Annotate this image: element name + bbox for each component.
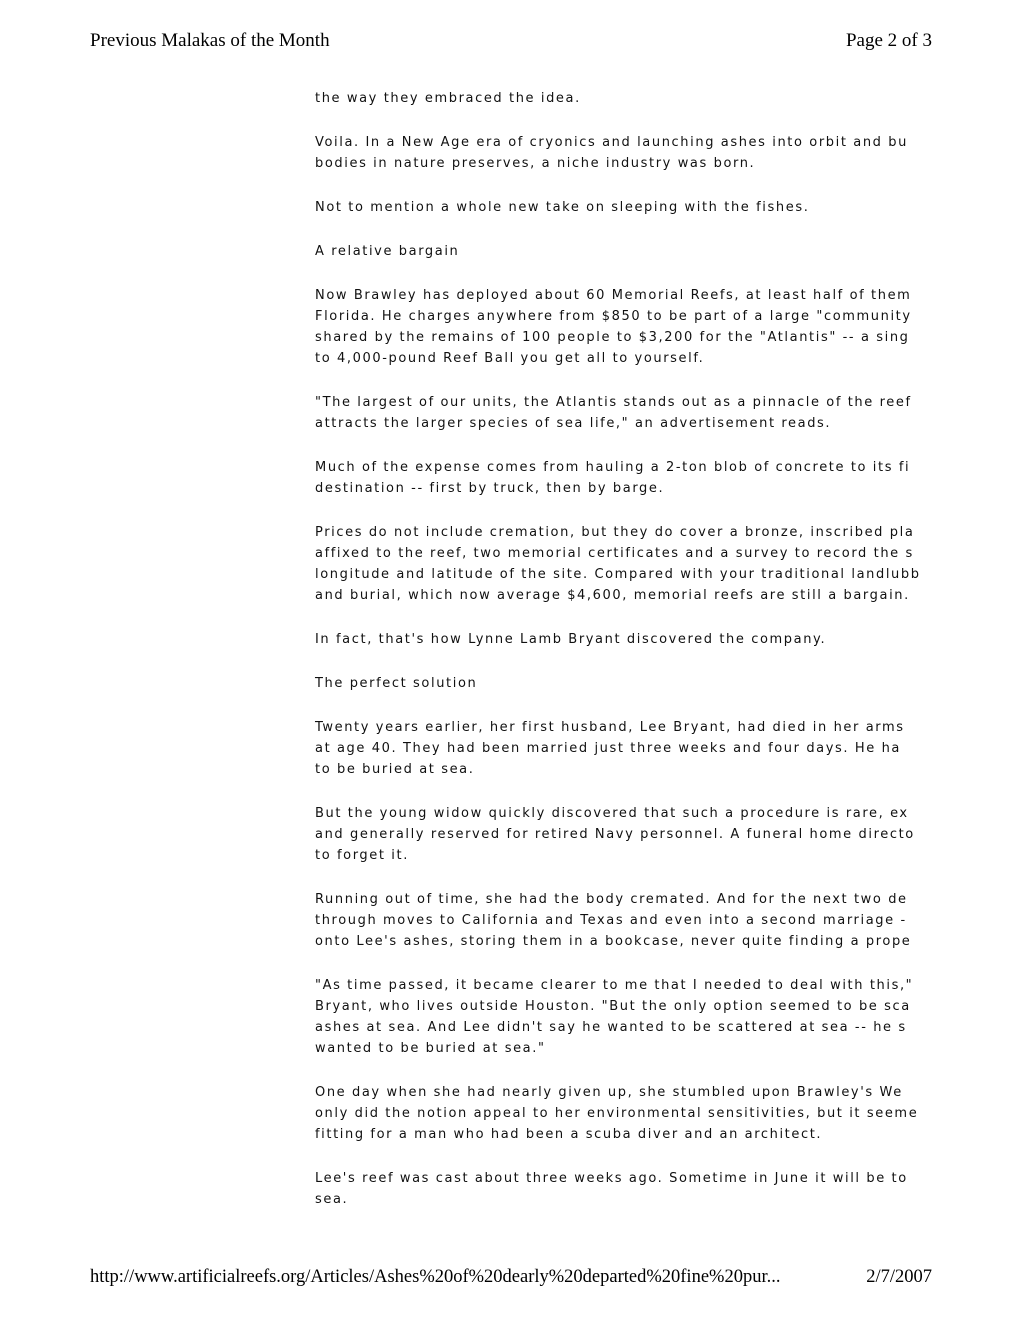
article-paragraph [315,975,932,1059]
article-paragraph [315,522,932,606]
paragraph-line: bodies in nature preserves, a niche industry was born. [315,156,756,171]
article-paragraph [315,889,932,952]
paragraph-line: "As time passed, it became clearer to me that I needed to deal with this," [315,978,914,993]
paragraph-line: Lee's reef was cast about three weeks ago. Sometime in June it will be to [315,1171,908,1186]
article-paragraph [315,717,932,780]
article-paragraph [315,241,932,262]
paragraph-line: sea. [315,1192,349,1207]
print-date: 2/7/2007 [866,1267,932,1287]
paragraph-line: The perfect solution [315,676,478,691]
paragraph-line: ashes at sea. And Lee didn't say he wanted to be scattered at sea -- he s [315,1020,907,1035]
paragraph-line: fitting for a man who had been a scuba diver and an architect. [315,1127,823,1142]
paragraph-line: Twenty years earlier, her first husband, Lee Bryant, had died in her arms [315,720,905,735]
paragraph-line: But the young widow quickly discovered that such a procedure is rare, ex [315,806,909,821]
paragraph-line: shared by the remains of 100 people to $3,200 for the "Atlantis" -- a sing [315,330,910,345]
paragraph-line: attracts the larger species of sea life," an advertisement reads. [315,416,832,431]
paragraph-line: Voila. In a New Age era of cryonics and launching ashes into orbit and bu [315,135,908,150]
paragraph-line: through moves to California and Texas and even into a second marriage - [315,913,907,928]
page-number: Page 2 of 3 [845,30,932,51]
paragraph-line: In fact, that's how Lynne Lamb Bryant discovered the company. [315,632,827,647]
paragraph-line: longitude and latitude of the site. Compared with your traditional landlubb [315,567,921,582]
source-url: http://www.artificialreefs.org/Articles/Ashes%20of%20dearly%20departed%20fine%20pur... [90,1267,781,1287]
article-paragraph [315,392,932,434]
paragraph-line: "The largest of our units, the Atlantis stands out as a pinnacle of the reef [315,395,912,410]
article-paragraph [315,1168,932,1210]
paragraph-line: Florida. He charges anywhere from $850 to be part of a large "community [315,309,912,324]
paragraph-line: wanted to be buried at sea." [315,1041,546,1056]
article-paragraph [315,673,932,694]
page-footer [90,1267,932,1291]
document-title: Previous Malakas of the Month [90,30,330,51]
article-body [315,88,932,1210]
paragraph-line: the way they embraced the idea. [315,91,581,106]
paragraph-line: only did the notion appeal to her environmental sensitivities, but it seeme [315,1106,919,1121]
paragraph-line: onto Lee's ashes, storing them in a bookcase, never quite finding a prope [315,934,912,949]
article-body-viewport [315,88,932,1207]
article-paragraph [315,88,932,109]
paragraph-line: and generally reserved for retired Navy personnel. A funeral home directo [315,827,915,842]
paragraph-line: at age 40. They had been married just three weeks and four days. He ha [315,741,901,756]
paragraph-line: to be buried at sea. [315,762,475,777]
paragraph-line: to forget it. [315,848,409,863]
paragraph-line: destination -- first by truck, then by barge. [315,481,665,496]
paragraph-line: A relative bargain [315,244,460,259]
article-paragraph [315,285,932,369]
article-paragraph [315,803,932,866]
article-paragraph [315,1082,932,1145]
paragraph-line: Much of the expense comes from hauling a 2-ton blob of concrete to its fi [315,460,911,475]
page-header [90,30,932,54]
article-paragraph [315,132,932,174]
paragraph-line: to 4,000-pound Reef Ball you get all to yourself. [315,351,705,366]
paragraph-line: and burial, which now average $4,600, memorial reefs are still a bargain. [315,588,910,603]
paragraph-line: Prices do not include cremation, but they do cover a bronze, inscribed pla [315,525,915,540]
paragraph-line: Not to mention a whole new take on sleeping with the fishes. [315,200,810,215]
paragraph-line: Now Brawley has deployed about 60 Memorial Reefs, at least half of them [315,288,912,303]
paragraph-line: affixed to the reef, two memorial certificates and a survey to record the s [315,546,914,561]
article-paragraph [315,197,932,218]
paragraph-line: Running out of time, she had the body cremated. And for the next two de [315,892,908,907]
paragraph-line: Bryant, who lives outside Houston. "But the only option seemed to be sca [315,999,911,1014]
paragraph-line: One day when she had nearly given up, she stumbled upon Brawley's We [315,1085,903,1100]
article-paragraph [315,629,932,650]
article-paragraph [315,457,932,499]
